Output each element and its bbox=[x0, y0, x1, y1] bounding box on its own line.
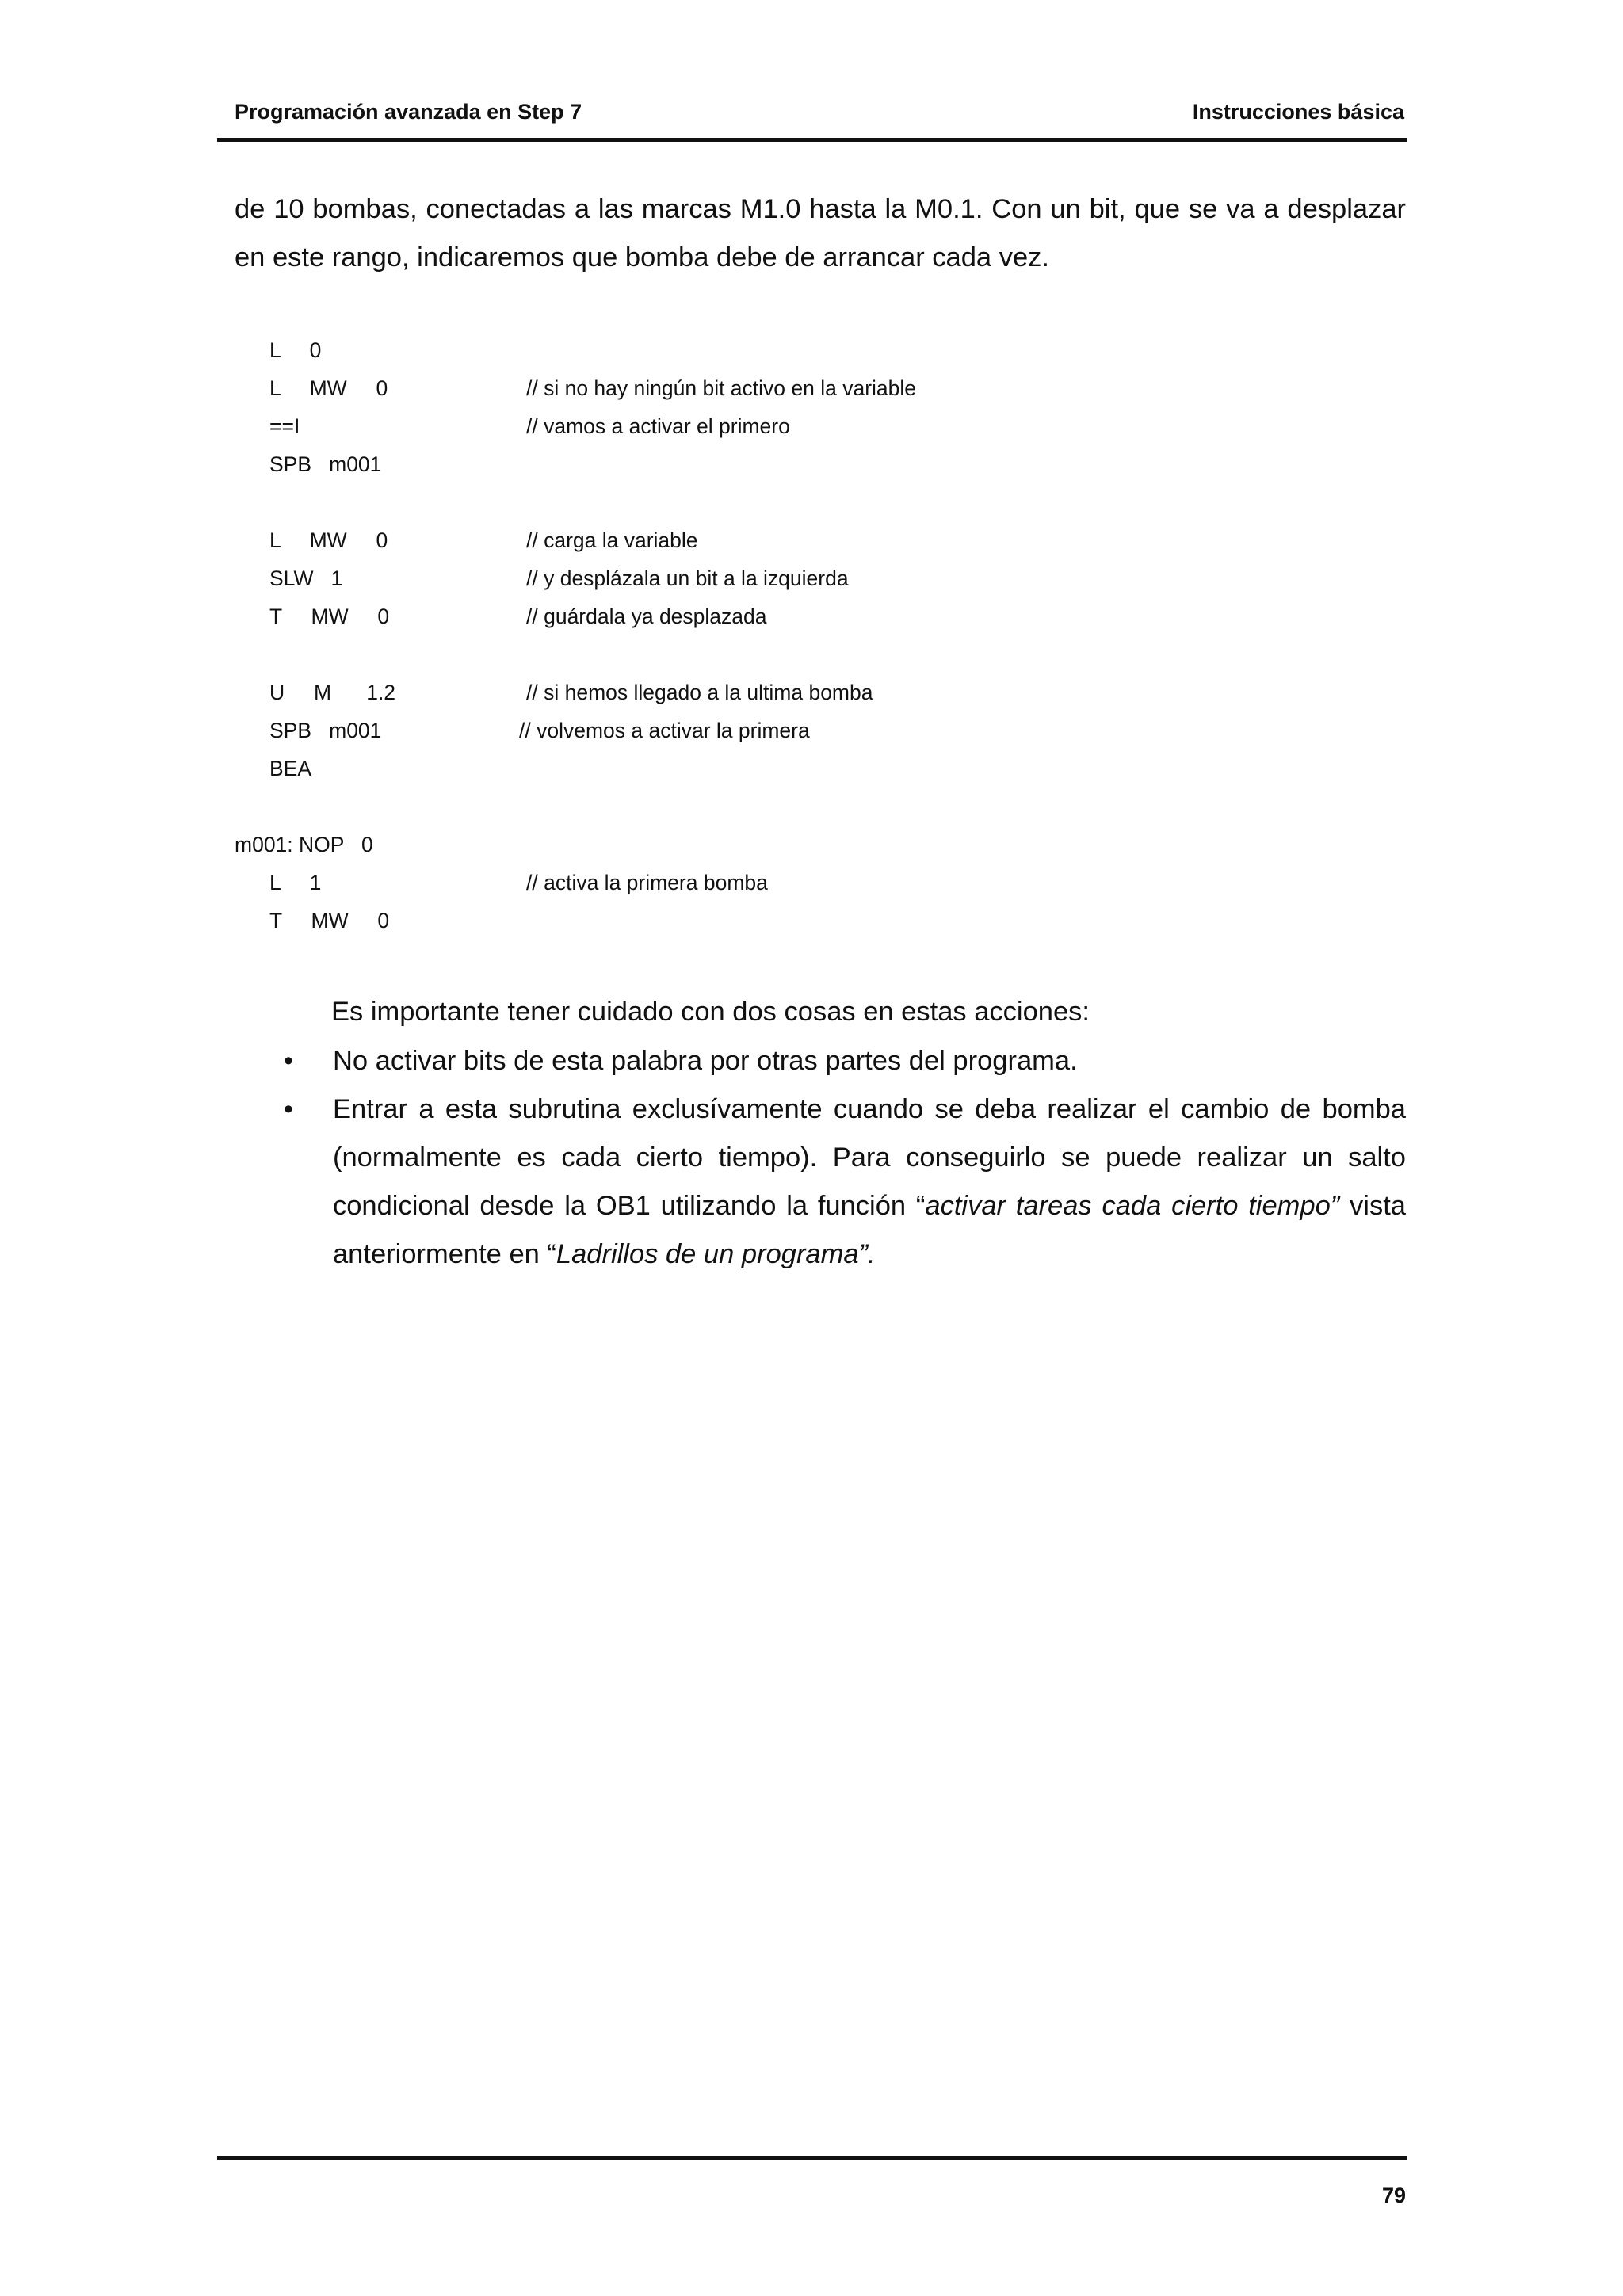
code-comment: // si hemos llegado a la ultima bomba bbox=[526, 681, 873, 704]
code-comment: // y desplázala un bit a la izquierda bbox=[526, 566, 849, 590]
code-comment: // vamos a activar el primero bbox=[526, 414, 790, 438]
running-header-title: Programación avanzada en Step 7 bbox=[235, 100, 582, 124]
code-comment: // volvemos a activar la primera bbox=[519, 719, 810, 742]
bullet-item-1: No activar bits de esta palabra por otras partes del programa. bbox=[333, 1046, 1078, 1076]
code-label-line: m001: NOP 0 bbox=[235, 833, 373, 856]
code-instruction: ==I bbox=[269, 414, 300, 438]
code-instruction: T MW 0 bbox=[269, 605, 390, 628]
code-instruction: L MW 0 bbox=[269, 528, 388, 552]
code-instruction: L 1 bbox=[269, 871, 322, 894]
bullet-marker: • bbox=[284, 1046, 293, 1076]
bullet-2-text-start: Entrar a esta subrutina exclusívamente cuando se deba realizar el cambio de bomba (normalmente es cada cierto tiempo). Para conseguirlo se puede realizar un salto condicional desde la OB1 utilizando la función “ bbox=[333, 1094, 1406, 1221]
code-instruction: T MW 0 bbox=[269, 909, 390, 933]
code-instruction: U M 1.2 bbox=[269, 681, 396, 704]
bullet-2-italic-phrase: activar tareas cada cierto tiempo” bbox=[925, 1191, 1340, 1221]
bullet-item-2 bbox=[333, 1085, 1406, 1279]
code-comment: // si no hay ningún bit activo en la variable bbox=[526, 376, 917, 400]
bullet-2-text-middle: vista anteriormente en “ bbox=[333, 1191, 1406, 1269]
code-instruction: SLW 1 bbox=[269, 566, 343, 590]
code-comment: // carga la variable bbox=[526, 528, 698, 552]
code-comment: // activa la primera bomba bbox=[526, 871, 768, 894]
intro-paragraph: de 10 bombas, conectadas a las marcas M1.0 hasta la M0.1. Con un bit, que se va a desplazar en este rango, indicaremos que bomba debe de arrancar cada vez. bbox=[235, 194, 1406, 273]
bullet-marker: • bbox=[284, 1094, 293, 1124]
code-instruction: SPB m001 bbox=[269, 719, 382, 742]
code-comment: // guárdala ya desplazada bbox=[526, 605, 767, 628]
code-instruction: BEA bbox=[269, 757, 312, 780]
notes-intro: Es importante tener cuidado con dos cosas en estas acciones: bbox=[331, 997, 1090, 1027]
header-rule bbox=[217, 138, 1407, 142]
footer-rule bbox=[217, 2156, 1407, 2160]
code-instruction: L 0 bbox=[269, 338, 322, 362]
code-instruction: SPB m001 bbox=[269, 452, 382, 476]
code-instruction: L MW 0 bbox=[269, 376, 388, 400]
bullet-2-italic-reference: Ladrillos de un programa”. bbox=[556, 1239, 876, 1269]
running-header-section: Instrucciones básica bbox=[1192, 100, 1404, 124]
page-number: 79 bbox=[1381, 2183, 1406, 2207]
